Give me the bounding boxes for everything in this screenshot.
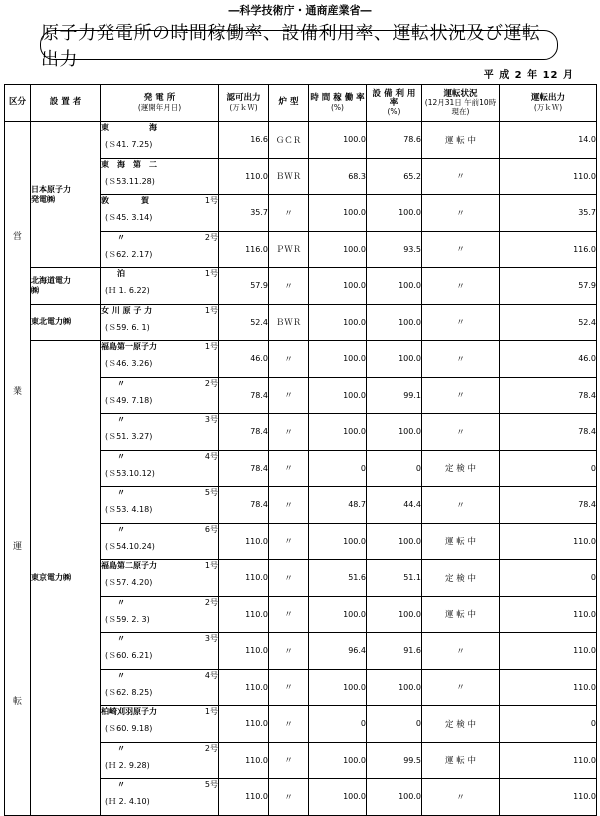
status-cell: 〃 <box>422 633 500 670</box>
header-reactor: 炉 型 <box>269 85 309 122</box>
start-date: (Ｓ53.11.28) <box>105 176 155 186</box>
report-date: 平 成 2 年 12 月 <box>483 70 574 81</box>
reactor-cell: 〃 <box>269 633 309 670</box>
time-rate-cell: 100.0 <box>309 231 367 268</box>
capacity-factor-cell: 100.0 <box>367 523 422 560</box>
kubun-char: 運 <box>12 542 22 553</box>
plant-name <box>101 341 218 352</box>
header-output-sub: (万ｋＷ) <box>533 102 563 112</box>
start-date: (Ｓ51. 3.27) <box>105 432 153 441</box>
header-status <box>422 85 500 122</box>
status-cell: 〃 <box>422 487 500 524</box>
table-row <box>5 341 597 378</box>
plant-name <box>101 743 218 754</box>
time-rate-cell: 48.7 <box>309 487 367 524</box>
unit-number: 1号 <box>204 269 218 278</box>
capacity-factor-cell: 99.5 <box>367 742 422 779</box>
time-rate-cell: 100.0 <box>309 742 367 779</box>
unit-number: 3号 <box>204 415 218 424</box>
capacity-factor-cell: 100.0 <box>367 268 422 305</box>
output-cell: 52.4 <box>500 304 597 341</box>
start-date: (Ｈ 2. 9.28) <box>105 760 150 770</box>
plant-name-text: 東 海 <box>101 123 157 132</box>
header-time-rate <box>309 85 367 122</box>
status-cell: 〃 <box>422 669 500 706</box>
plant-name <box>101 159 218 170</box>
plant-cell <box>101 268 219 305</box>
start-date: (Ｓ41. 7.25) <box>105 140 153 149</box>
output-cell: 110.0 <box>500 669 597 706</box>
start-date: (Ｓ60. 6.21) <box>105 651 153 660</box>
plant-name <box>101 779 218 790</box>
unit-number: 1号 <box>204 707 218 716</box>
capacity-factor-cell: 99.1 <box>367 377 422 414</box>
reactor-cell: ＢＷＲ <box>269 158 309 195</box>
plant-cell <box>101 450 219 487</box>
output-cell: 110.0 <box>500 523 597 560</box>
plant-name <box>101 122 218 133</box>
header-output-label: 運転出力 <box>530 93 565 104</box>
output-cell: 110.0 <box>500 633 597 670</box>
status-cell: 〃 <box>422 779 500 816</box>
time-rate-cell: 100.0 <box>309 341 367 378</box>
plant-name-text: 〃 <box>101 488 125 497</box>
output-cell: 110.0 <box>500 158 597 195</box>
capacity-factor-cell: 65.2 <box>367 158 422 195</box>
header-company: 設 置 者 <box>31 85 101 122</box>
unit-number: 5号 <box>204 780 218 789</box>
header-capacity-factor-sub: (%) <box>387 107 401 117</box>
header-status-sub: (12月31日 午前10時現在) <box>424 98 497 116</box>
title-text: 原子力発電所の時間稼働率、設備利用率、運転状況及び運転出力 <box>41 23 541 70</box>
header-plant-label: 発 電 所 <box>143 93 176 104</box>
status-cell: 〃 <box>422 158 500 195</box>
capacity-factor-cell: 44.4 <box>367 487 422 524</box>
output-cell: 110.0 <box>500 779 597 816</box>
header-time-rate-label: 時 間 稼 働 率 <box>310 93 365 104</box>
plant-name-text: 福島第二原子力 <box>101 561 157 570</box>
plant-cell <box>101 742 219 779</box>
capacity-cell: 110.0 <box>219 633 269 670</box>
header-capacity-label: 認可出力 <box>226 93 261 104</box>
plant-cell <box>101 487 219 524</box>
plant-name-text: 泊 <box>101 269 125 278</box>
reactor-cell: 〃 <box>269 523 309 560</box>
status-cell: 定 検 中 <box>422 706 500 743</box>
plant-cell <box>101 596 219 633</box>
capacity-factor-cell: 100.0 <box>367 596 422 633</box>
capacity-cell: 110.0 <box>219 158 269 195</box>
company-cell: 東北電力㈱ <box>31 304 101 341</box>
time-rate-cell: 100.0 <box>309 122 367 159</box>
start-date: (Ｓ53.10.12) <box>105 468 155 478</box>
reactor-cell: 〃 <box>269 487 309 524</box>
status-cell: 定 検 中 <box>422 450 500 487</box>
capacity-cell: 110.0 <box>219 596 269 633</box>
header-row <box>5 85 597 122</box>
unit-number: 3号 <box>204 634 218 643</box>
unit-number: 2号 <box>204 232 218 242</box>
capacity-factor-cell: 100.0 <box>367 779 422 816</box>
time-rate-cell: 51.6 <box>309 560 367 597</box>
reactor-cell: ＰＷＲ <box>269 231 309 268</box>
unit-number: 2号 <box>204 743 218 753</box>
output-cell: 110.0 <box>500 742 597 779</box>
plant-name <box>101 268 218 279</box>
company-cell: 東京電力㈱ <box>31 341 101 816</box>
kubun-char: 営 <box>12 232 22 243</box>
plant-cell <box>101 560 219 597</box>
plant-name <box>101 633 218 644</box>
plant-name-text: 東 海 第 二 <box>101 159 157 169</box>
plant-cell <box>101 414 219 451</box>
status-cell: 〃 <box>422 195 500 232</box>
plant-cell <box>101 158 219 195</box>
status-cell: 〃 <box>422 268 500 305</box>
table-row <box>5 268 597 305</box>
reactor-cell: 〃 <box>269 706 309 743</box>
status-cell: 運 転 中 <box>422 122 500 159</box>
capacity-cell: 110.0 <box>219 669 269 706</box>
capacity-factor-cell: 93.5 <box>367 231 422 268</box>
plant-cell <box>101 195 219 232</box>
plant-name-text: 〃 <box>101 451 125 461</box>
start-date: (Ｓ57. 4.20) <box>105 578 153 587</box>
capacity-cell: 110.0 <box>219 560 269 597</box>
plant-name-text: 〃 <box>101 415 125 424</box>
plant-table <box>4 84 597 816</box>
plant-name-text: 福島第一原子力 <box>101 342 157 351</box>
time-rate-cell: 100.0 <box>309 596 367 633</box>
time-rate-cell: 100.0 <box>309 779 367 816</box>
capacity-factor-cell: 100.0 <box>367 195 422 232</box>
capacity-cell: 35.7 <box>219 195 269 232</box>
reactor-cell: 〃 <box>269 341 309 378</box>
header-capacity <box>219 85 269 122</box>
header-capacity-sub: (万ｋＷ) <box>229 102 258 112</box>
unit-number: 4号 <box>204 451 218 461</box>
plant-name-text: 柏崎刈羽原子力 <box>101 707 157 716</box>
header-kubun: 区分 <box>5 85 31 122</box>
capacity-cell: 78.4 <box>219 377 269 414</box>
plant-name <box>101 524 218 535</box>
plant-cell <box>101 377 219 414</box>
start-date: (Ｓ49. 7.18) <box>105 395 153 405</box>
plant-cell <box>101 304 219 341</box>
plant-name <box>101 487 218 498</box>
plant-name <box>101 670 218 681</box>
capacity-cell: 52.4 <box>219 304 269 341</box>
reactor-cell: 〃 <box>269 669 309 706</box>
unit-number: 2号 <box>204 378 218 388</box>
plant-cell <box>101 669 219 706</box>
unit-number: 5号 <box>204 488 218 497</box>
status-cell: 定 検 中 <box>422 560 500 597</box>
kubun-label <box>5 158 30 778</box>
start-date: (Ｓ46. 3.26) <box>105 359 153 368</box>
status-cell: 運 転 中 <box>422 742 500 779</box>
plant-cell <box>101 122 219 159</box>
time-rate-cell: 100.0 <box>309 304 367 341</box>
plant-name-text: 〃 <box>101 634 125 643</box>
reactor-cell: ＢＷＲ <box>269 304 309 341</box>
capacity-factor-cell: 78.6 <box>367 122 422 159</box>
status-cell: 運 転 中 <box>422 596 500 633</box>
reactor-cell: 〃 <box>269 742 309 779</box>
plant-name-text: 〃 <box>101 670 125 680</box>
plant-cell <box>101 706 219 743</box>
time-rate-cell: 68.3 <box>309 158 367 195</box>
plant-name <box>101 378 218 389</box>
plant-cell <box>101 779 219 816</box>
capacity-cell: 110.0 <box>219 523 269 560</box>
header-plant-sub: (運開年月日) <box>137 102 182 112</box>
output-cell: 35.7 <box>500 195 597 232</box>
reactor-cell: 〃 <box>269 414 309 451</box>
document-title <box>40 23 558 70</box>
output-cell: 110.0 <box>500 596 597 633</box>
start-date: (Ｓ45. 3.14) <box>105 213 153 222</box>
start-date: (Ｓ62. 8.25) <box>105 687 153 697</box>
capacity-factor-cell: 0 <box>367 450 422 487</box>
capacity-cell: 110.0 <box>219 706 269 743</box>
capacity-cell: 46.0 <box>219 341 269 378</box>
status-cell: 〃 <box>422 304 500 341</box>
time-rate-cell: 100.0 <box>309 195 367 232</box>
plant-name-text: 〃 <box>101 378 125 388</box>
reactor-cell: ＧＣＲ <box>269 122 309 159</box>
reactor-cell: 〃 <box>269 779 309 816</box>
reactor-cell: 〃 <box>269 377 309 414</box>
capacity-cell: 78.4 <box>219 487 269 524</box>
output-cell: 0 <box>500 706 597 743</box>
start-date: (Ｓ53. 4.18) <box>105 505 153 514</box>
time-rate-cell: 0 <box>309 450 367 487</box>
capacity-factor-cell: 51.1 <box>367 560 422 597</box>
start-date: (Ｈ 1. 6.22) <box>105 286 150 295</box>
time-rate-cell: 100.0 <box>309 523 367 560</box>
start-date: (Ｈ 2. 4.10) <box>105 797 150 806</box>
status-cell: 〃 <box>422 231 500 268</box>
unit-number: 1号 <box>204 342 218 351</box>
kubun-char: 業 <box>12 387 22 398</box>
reactor-cell: 〃 <box>269 268 309 305</box>
capacity-cell: 116.0 <box>219 231 269 268</box>
capacity-factor-cell: 0 <box>367 706 422 743</box>
plant-name <box>101 706 218 717</box>
status-cell: 〃 <box>422 341 500 378</box>
plant-name <box>101 560 218 571</box>
header-capacity-factor <box>367 85 422 122</box>
plant-name-text: 〃 <box>101 780 125 789</box>
header-time-rate-sub: (%) <box>331 102 344 112</box>
plant-cell <box>101 633 219 670</box>
table-row <box>5 304 597 341</box>
plant-name-text: 〃 <box>101 743 125 753</box>
capacity-cell: 78.4 <box>219 414 269 451</box>
status-cell: 運 転 中 <box>422 523 500 560</box>
plant-cell <box>101 523 219 560</box>
plant-name-text: 〃 <box>101 597 125 607</box>
start-date: (Ｓ60. 9.18) <box>105 724 153 733</box>
unit-number: 2号 <box>204 597 218 607</box>
capacity-cell: 16.6 <box>219 122 269 159</box>
output-cell: 78.4 <box>500 414 597 451</box>
header-plant <box>101 85 219 122</box>
reactor-cell: 〃 <box>269 195 309 232</box>
reactor-cell: 〃 <box>269 450 309 487</box>
plant-name <box>101 451 218 462</box>
plant-cell <box>101 231 219 268</box>
reactor-cell: 〃 <box>269 560 309 597</box>
kubun-char: 転 <box>12 697 22 708</box>
time-rate-cell: 100.0 <box>309 414 367 451</box>
output-cell: 0 <box>500 450 597 487</box>
plant-name <box>101 597 218 608</box>
time-rate-cell: 96.4 <box>309 633 367 670</box>
capacity-factor-cell: 100.0 <box>367 414 422 451</box>
header-status-label: 運転状況 <box>443 89 478 100</box>
kubun-cell <box>5 122 31 816</box>
output-cell: 57.9 <box>500 268 597 305</box>
plant-name <box>101 305 218 316</box>
header-output <box>500 85 597 122</box>
reactor-cell: 〃 <box>269 596 309 633</box>
time-rate-cell: 100.0 <box>309 268 367 305</box>
output-cell: 78.4 <box>500 377 597 414</box>
plant-name-text: 女 川 原 子 力 <box>101 305 153 315</box>
output-cell: 46.0 <box>500 341 597 378</box>
capacity-factor-cell: 100.0 <box>367 341 422 378</box>
status-cell: 〃 <box>422 377 500 414</box>
table-row <box>5 122 597 159</box>
unit-number: 6号 <box>204 524 218 534</box>
output-cell: 0 <box>500 560 597 597</box>
plant-cell <box>101 341 219 378</box>
status-cell: 〃 <box>422 414 500 451</box>
plant-name <box>101 195 218 206</box>
capacity-cell: 110.0 <box>219 742 269 779</box>
time-rate-cell: 100.0 <box>309 377 367 414</box>
capacity-cell: 57.9 <box>219 268 269 305</box>
output-cell: 78.4 <box>500 487 597 524</box>
plant-name <box>101 414 218 425</box>
capacity-cell: 110.0 <box>219 779 269 816</box>
start-date: (Ｓ59. 2. 3) <box>105 614 150 624</box>
output-cell: 14.0 <box>500 122 597 159</box>
header-capacity-factor-label: 設 備 利 用 率 <box>372 88 416 108</box>
capacity-factor-cell: 100.0 <box>367 304 422 341</box>
capacity-factor-cell: 100.0 <box>367 669 422 706</box>
time-rate-cell: 100.0 <box>309 669 367 706</box>
company-cell: 北海道電力 ㈱ <box>31 268 101 305</box>
output-cell: 116.0 <box>500 231 597 268</box>
plant-name-text: 〃 <box>101 524 125 534</box>
start-date: (Ｓ54.10.24) <box>105 541 155 551</box>
plant-name-text: 〃 <box>101 232 125 242</box>
plant-name <box>101 232 218 243</box>
start-date: (Ｓ59. 6. 1) <box>105 322 150 332</box>
unit-number: 1号 <box>204 305 218 315</box>
agency-line: ―科学技術庁・通商産業省― <box>228 4 372 17</box>
company-cell: 日本原子力 発電㈱ <box>31 122 101 268</box>
capacity-cell: 78.4 <box>219 450 269 487</box>
unit-number: 1号 <box>204 196 218 205</box>
plant-name-text: 敦 賀 <box>101 196 149 205</box>
start-date: (Ｓ62. 2.17) <box>105 249 153 259</box>
time-rate-cell: 0 <box>309 706 367 743</box>
capacity-factor-cell: 91.6 <box>367 633 422 670</box>
unit-number: 1号 <box>204 561 218 570</box>
unit-number: 4号 <box>204 670 218 680</box>
